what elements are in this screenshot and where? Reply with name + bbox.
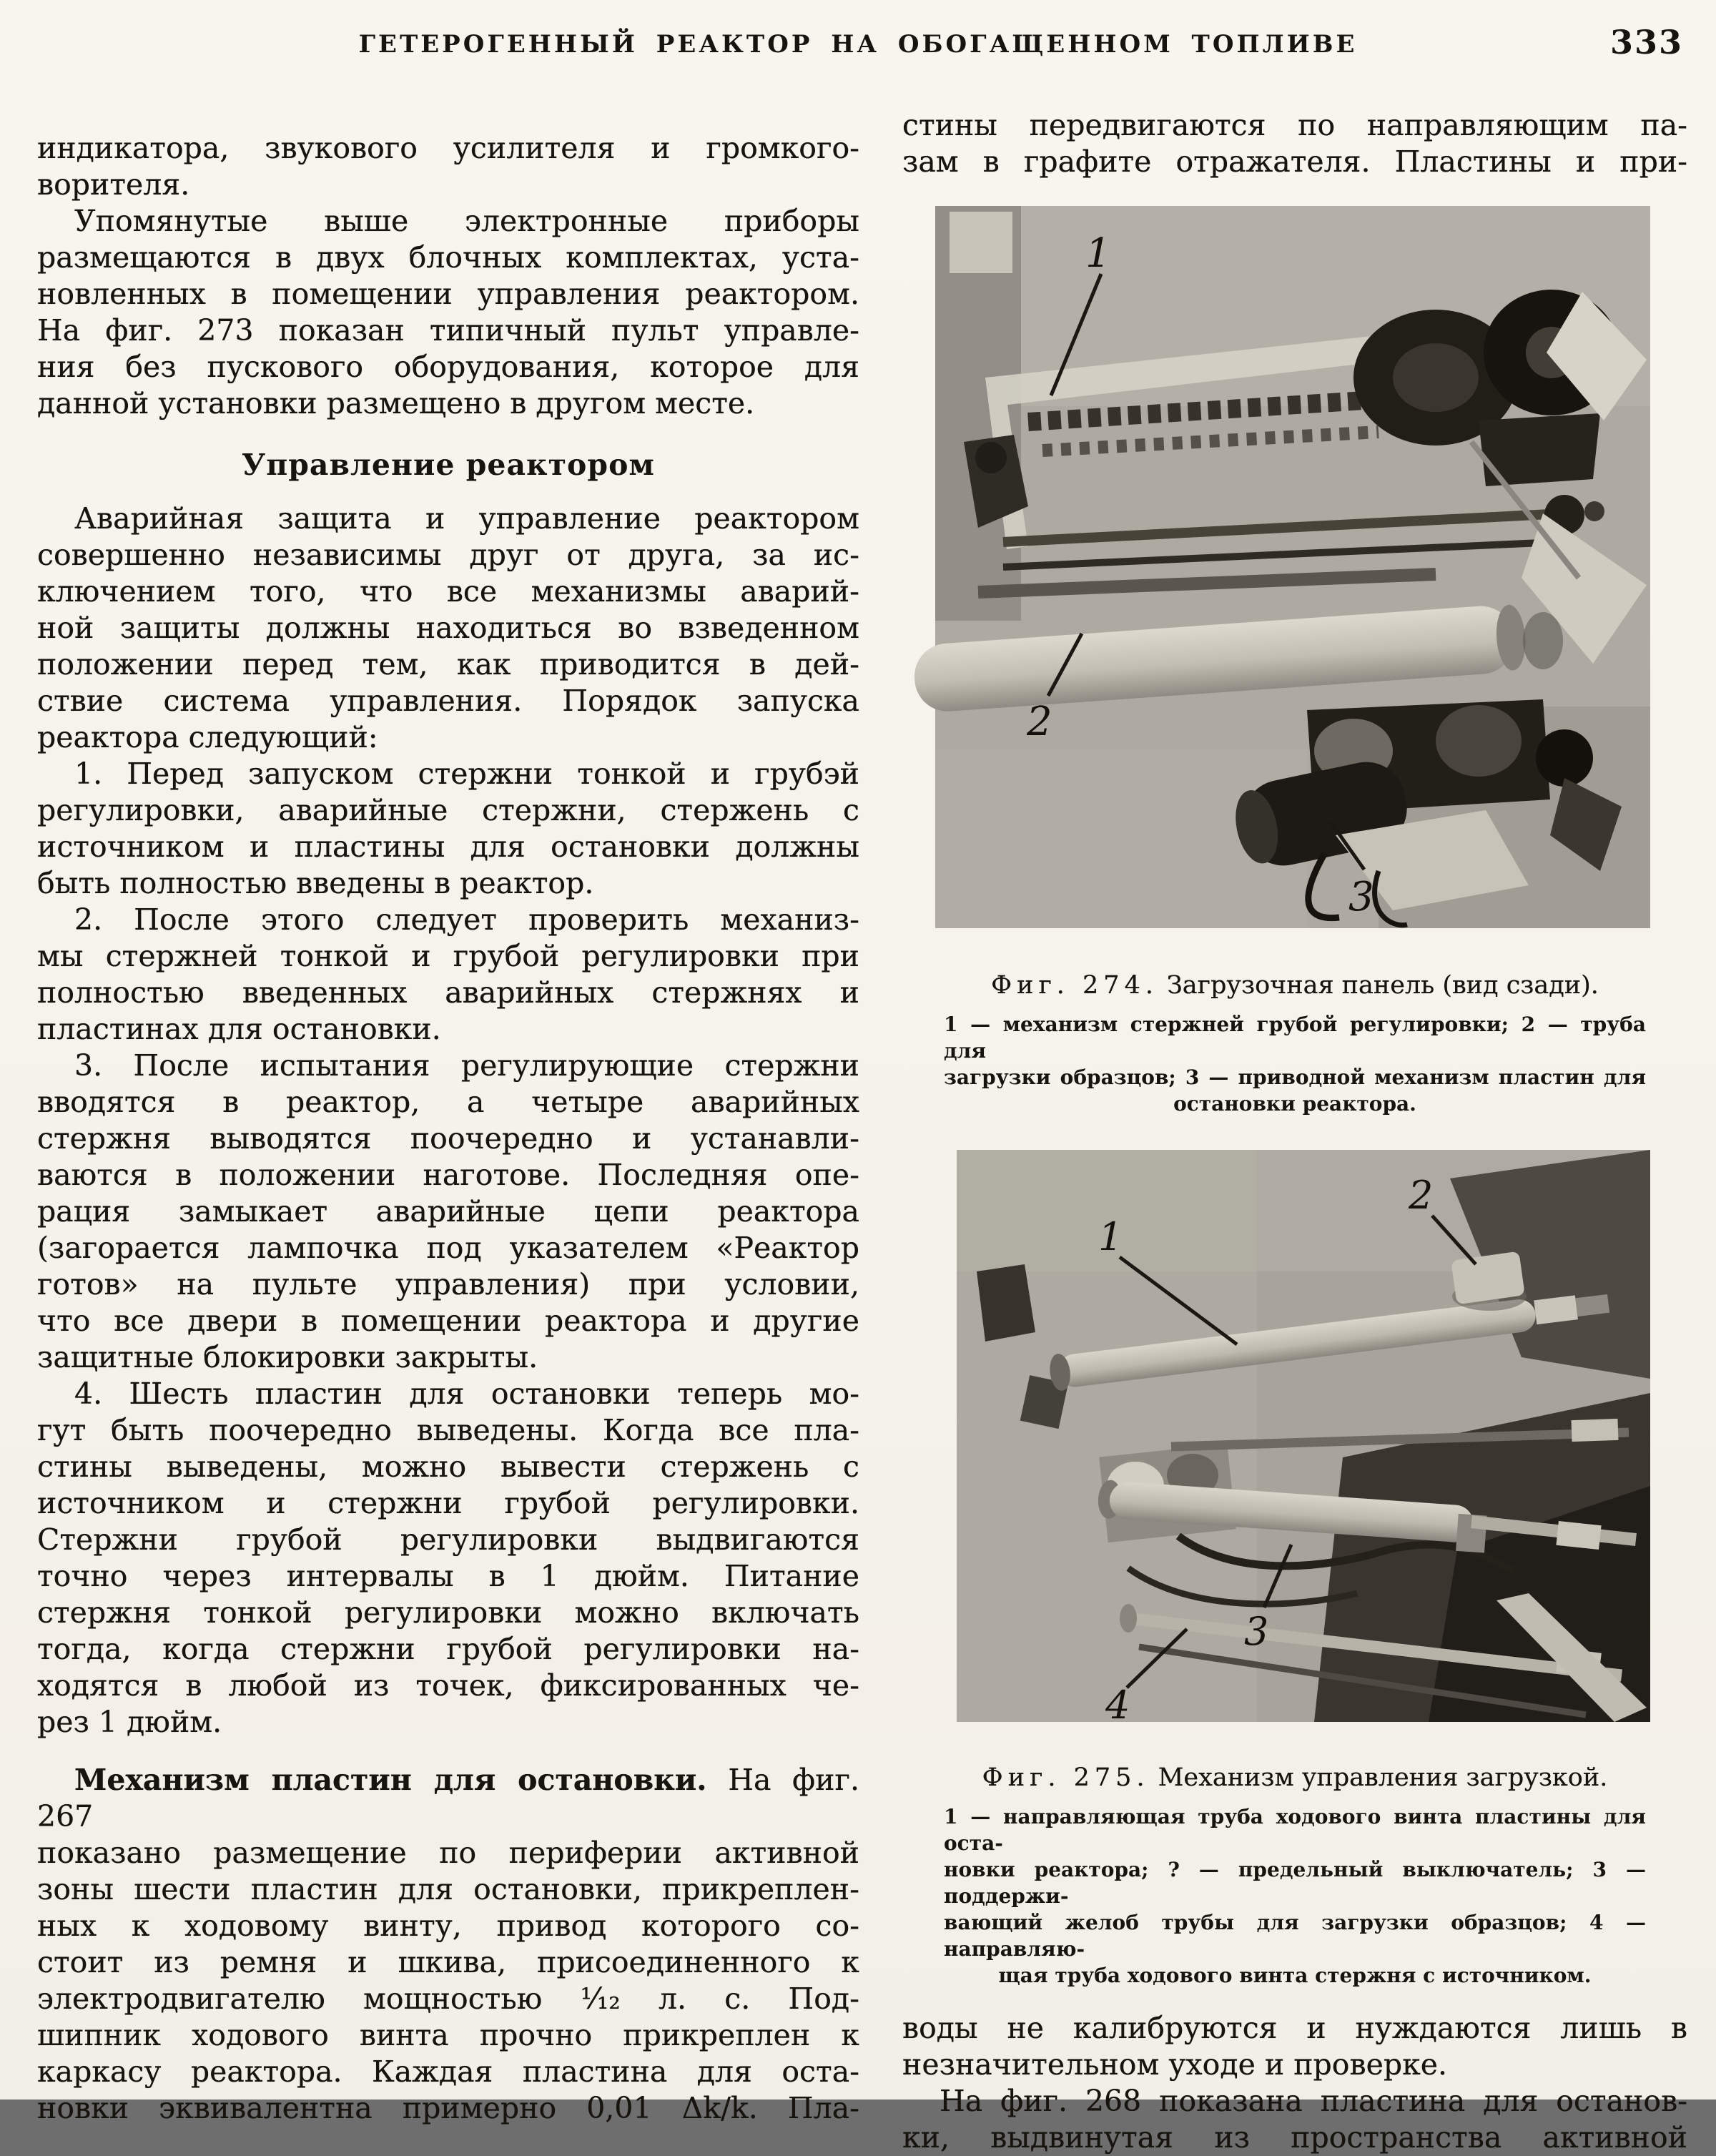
figure-274 [935, 206, 1650, 928]
text-line: быть полностью введены в реактор. [37, 866, 594, 900]
text-line: На фиг. 268 показана пластина для останов- [940, 2084, 1687, 2118]
text-line: 2. После этого следует проверить механиз- [74, 902, 859, 937]
photo-label-4: 4 [1105, 1683, 1130, 1728]
text-line: размещаются в двух блочных комплектах, уста- [37, 240, 859, 275]
figure-275 [957, 1150, 1650, 1728]
text-line: мы стержней тонкой и грубой регулировки при [37, 939, 859, 973]
text-line: (загорается лампочка под указателем «Реактор [37, 1231, 859, 1265]
text-line: 3. После испытания регулирующие стержни [74, 1048, 859, 1083]
text-line: 1 — направляющая труба ходового винта пластины для оста- [944, 1805, 1646, 1855]
text-line: что все двери в помещении реактора и другие [37, 1304, 859, 1338]
text-line: новленных в помещении управления реактором. [37, 277, 859, 311]
photo-label-1: 1 [1098, 1214, 1123, 1259]
text-line: источником и стержни грубой регулировки. [37, 1486, 859, 1520]
text-line: щая труба ходового винта стержня с источником. [998, 1964, 1592, 1987]
text-line: стины передвигаются по направляющим па- [902, 108, 1687, 142]
text-line: вводятся в реактор, а четыре аварийных [37, 1085, 859, 1119]
text-line: Стержни грубой регулировки выдвигаются [37, 1522, 859, 1557]
running-title: ГЕТЕРОГЕННЫЙ РЕАКТОР НА ОБОГАЩЕННОМ ТОПЛИВЕ [358, 30, 1358, 59]
text-line: регулировки, аварийные стержни, стержень с [37, 793, 859, 827]
text-line: полностью введенных аварийных стержнях и [37, 975, 859, 1010]
figure-274-caption-text: Загрузочная панель (вид сзади). [1166, 971, 1599, 1000]
text-line: данной установки размещено в другом месте. [37, 386, 755, 420]
text-line: стины выведены, можно вывести стержень с [37, 1449, 859, 1484]
paragraph [37, 130, 859, 203]
text-line: новки эквивалентна примерно 0,01 Δk/k. Пла- [37, 2091, 859, 2125]
text-line: ваются в положении наготове. Последняя опе- [37, 1158, 859, 1192]
photo-label-1: 1 [1085, 230, 1111, 277]
text-line: ния без пускового оборудования, которое для [37, 350, 859, 384]
text-line: гут быть поочередно выведены. Когда все пла- [37, 1413, 859, 1447]
text-line: каркасу реактора. Каждая пластина для оста- [37, 2054, 859, 2089]
figure-275-photo [957, 1150, 1650, 1728]
text-line: 1. Перед запуском стержни тонкой и грубэй [74, 757, 859, 791]
paragraph [902, 2010, 1687, 2083]
paragraph [902, 2083, 1687, 2156]
text-line: электродвигателю мощностью ¹⁄₁₂ л. с. Под- [37, 1982, 859, 2016]
photo-label-3: 3 [1348, 874, 1374, 920]
text-line: показано размещение по периферии активной [37, 1836, 859, 1870]
photo-label-3: 3 [1244, 1609, 1269, 1654]
figure-274-caption-label: Фиг. 274. [991, 971, 1158, 1000]
list-item-3 [37, 1048, 859, 1376]
figure-274-caption [902, 971, 1687, 1000]
paragraph [37, 203, 859, 422]
photo-label-2: 2 [1409, 1173, 1434, 1218]
text-line: ных к ходовому винту, привод которого со- [37, 1909, 859, 1943]
text-line: положении перед тем, как приводится в дей- [37, 647, 859, 681]
text-line: 1 — механизм стержней грубой регулировки; 2 — труба для [944, 1013, 1646, 1063]
text-line: ключением того, что все механизмы аварий- [37, 574, 859, 609]
text-line: 4. Шесть пластин для остановки теперь мо- [74, 1377, 859, 1411]
page-header [0, 24, 1716, 74]
text-line: остановки реактора. [1173, 1092, 1416, 1116]
list-item-1 [37, 756, 859, 902]
text-line: пластинах для остановки. [37, 1012, 441, 1046]
figure-275-caption-text: Механизм управления загрузкой. [1158, 1763, 1608, 1792]
figure-275-caption-label: Фиг. 275. [982, 1763, 1150, 1792]
text-line: загрузки образцов; 3 — приводной механизм пластин для [944, 1065, 1646, 1089]
text-line: рез 1 дюйм. [37, 1705, 222, 1739]
text-line: рация замыкает аварийные цепи реактора [37, 1194, 859, 1229]
text-line: ствие система управления. Порядок запуска [37, 684, 859, 718]
text-line: ворителя. [37, 167, 190, 202]
text-line: совершенно независимы друг от друга, за ис- [37, 538, 859, 572]
figure-274-legend [944, 1011, 1646, 1117]
section-heading: Управление реактором [241, 448, 656, 482]
text-line: Упомянутые выше электронные приборы [74, 204, 859, 238]
text-line: стоит из ремня и шкива, присоединенного к [37, 1945, 859, 1979]
text-line: На фиг. 273 показан типичный пульт управле- [37, 313, 859, 348]
text-line: источником и пластины для остановки должны [37, 830, 859, 864]
list-item-2 [37, 902, 859, 1048]
figure-275-caption [902, 1763, 1687, 1792]
text-line: индикатора, звукового усилителя и громкого- [37, 131, 859, 165]
paragraph [902, 107, 1687, 180]
figure-275-legend [944, 1803, 1646, 1989]
text-line: ки, выдвинутая из пространства активной [902, 2120, 1687, 2155]
text-line: точно через интервалы в 1 дюйм. Питание [37, 1559, 859, 1593]
paragraph [37, 501, 859, 756]
text-line: зоны шести пластин для остановки, прикреплен- [37, 1872, 859, 1906]
text-line: тогда, когда стержни грубой регулировки на- [37, 1632, 859, 1666]
text-line: реактора следующий: [37, 720, 378, 754]
figure-274-photo [935, 206, 1650, 928]
text-line: стержня тонкой регулировки можно включать [37, 1595, 859, 1630]
text-line: вающий желоб трубы для загрузки образцов; 4 — направляю- [944, 1911, 1646, 1961]
list-item-4 [37, 1376, 859, 1741]
text-line: готов» на пульте управления) при условии, [37, 1267, 859, 1301]
text-line: ходятся в любой из точек, фиксированных че- [37, 1668, 859, 1703]
right-column [902, 107, 1687, 2156]
text-line: новки реактора; ? — предельный выключатель; 3 — поддержи- [944, 1858, 1646, 1908]
text-line: незначительном уходе и проверке. [902, 2047, 1448, 2082]
bold-lead: Механизм пластин для остановки. [74, 1763, 707, 1797]
text-line: воды не калибруются и нуждаются лишь в [902, 2011, 1687, 2045]
page-number: 333 [1609, 23, 1683, 61]
text-line: зам в графите отражателя. Пластины и при- [902, 144, 1687, 179]
text-line: Механизм пластин для остановки. На фиг. 267 [37, 1763, 859, 1833]
text-line: шипник ходового винта прочно прикреплен к [37, 2018, 859, 2052]
text-line: стержня выводятся поочередно и устанавли- [37, 1121, 859, 1156]
left-column [37, 130, 859, 2127]
text-line: защитные блокировки закрыты. [37, 1340, 538, 1374]
text-line: ной защиты должны находиться во взведенном [37, 611, 859, 645]
text-line: Аварийная защита и управление реактором [74, 501, 859, 536]
paragraph-bold-lead [37, 1762, 859, 2127]
photo-label-2: 2 [1027, 699, 1052, 745]
